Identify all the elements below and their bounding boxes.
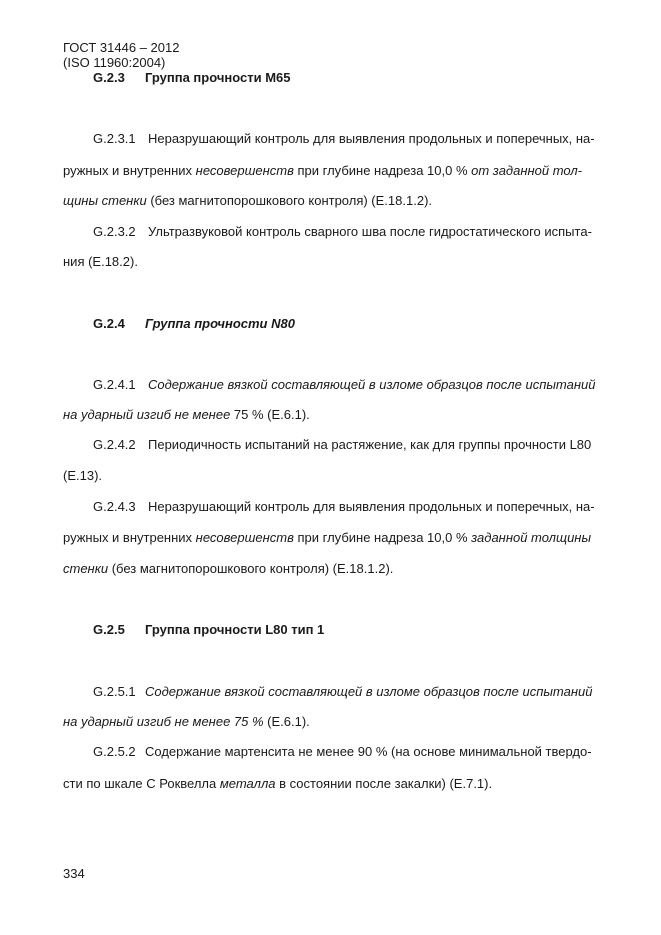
clause-number: G.2.3.1: [93, 131, 136, 146]
text-run: (Е.6.1).: [263, 714, 310, 729]
clause-number: G.2.5.1: [93, 684, 136, 699]
paragraph-line: [93, 437, 591, 453]
paragraph-line: [93, 224, 592, 240]
italic-run: щины стенки: [63, 193, 147, 208]
paragraph-line: [93, 499, 595, 515]
italic-run: металла: [219, 776, 276, 791]
paragraph-line: [63, 254, 138, 270]
section-heading-g25: [93, 622, 324, 638]
text-run: в состоянии после закалки) (Е.7.1).: [275, 776, 493, 791]
paragraph-line: [93, 377, 595, 393]
paragraph-line: [63, 776, 492, 792]
paragraph-line: [93, 131, 595, 147]
page-number: 334: [63, 866, 85, 881]
section-heading-g23: [93, 70, 291, 86]
clause-number: G.2.3.2: [93, 224, 136, 239]
clause-number: G.2.4.3: [93, 499, 136, 514]
italic-run: на ударный изгиб не менее 75 %: [63, 714, 264, 729]
paragraph-line: [63, 163, 582, 179]
italic-run: заданной толщины: [471, 530, 592, 545]
text-run: ния (Е.18.2).: [63, 254, 138, 269]
paragraph-line: [63, 468, 102, 484]
italic-run: несовершенств: [195, 530, 294, 545]
italic-run: на ударный изгиб не менее: [63, 407, 231, 422]
italic-run: несовершенств: [195, 163, 294, 178]
text-run: Периодичность испытаний на растяжение, как для группы прочности L80: [148, 437, 592, 452]
section-title: Группа прочности N80: [145, 316, 295, 331]
clause-number: G.2.5.2: [93, 744, 136, 759]
text-run: сти по шкале С Роквелла: [63, 776, 220, 791]
text-run: Неразрушающий контроль для выявления продольных и поперечных, на-: [148, 499, 595, 514]
paragraph-line: [93, 744, 592, 760]
section-title: Группа прочности L80 тип 1: [145, 622, 325, 637]
text-run: Содержание мартенсита не менее 90 % (на основе минимальной твердо-: [145, 744, 592, 759]
paragraph-line: [93, 684, 592, 700]
text-run: Ультразвуковой контроль сварного шва после гидростатического испыта-: [148, 224, 592, 239]
text-run: при глубине надреза 10,0 %: [293, 163, 472, 178]
text-run: при глубине надреза 10,0 %: [293, 530, 472, 545]
header-standard: ГОСТ 31446 – 2012: [63, 40, 180, 55]
section-heading-g24: [93, 316, 295, 332]
paragraph-line: [63, 561, 393, 577]
text-run: ружных и внутренних: [63, 530, 196, 545]
text-run: 75 % (Е.6.1).: [230, 407, 310, 422]
paragraph-line: [63, 530, 591, 546]
text-run: ружных и внутренних: [63, 163, 196, 178]
clause-number: G.2.4.2: [93, 437, 136, 452]
section-number: G.2.4: [93, 316, 125, 331]
section-title: Группа прочности М65: [145, 70, 291, 85]
paragraph-line: [63, 407, 310, 423]
italic-run: Содержание вязкой составляющей в изломе образцов после испытаний: [145, 684, 593, 699]
italic-run: стенки: [63, 561, 109, 576]
text-run: Неразрушающий контроль для выявления продольных и поперечных, на-: [148, 131, 595, 146]
text-run: (Е.13).: [63, 468, 103, 483]
italic-run: от заданной тол-: [471, 163, 583, 178]
header-iso: (ISO 11960:2004): [63, 55, 166, 70]
section-number: G.2.5: [93, 622, 125, 637]
text-run: (без магнитопорошкового контроля) (Е.18.1.2).: [146, 193, 433, 208]
italic-run: Содержание вязкой составляющей в изломе образцов после испытаний: [148, 377, 596, 392]
text-run: (без магнитопорошкового контроля) (Е.18.1.2).: [108, 561, 394, 576]
paragraph-line: [63, 193, 432, 209]
clause-number: G.2.4.1: [93, 377, 136, 392]
paragraph-line: [63, 714, 310, 730]
section-number: G.2.3: [93, 70, 125, 85]
